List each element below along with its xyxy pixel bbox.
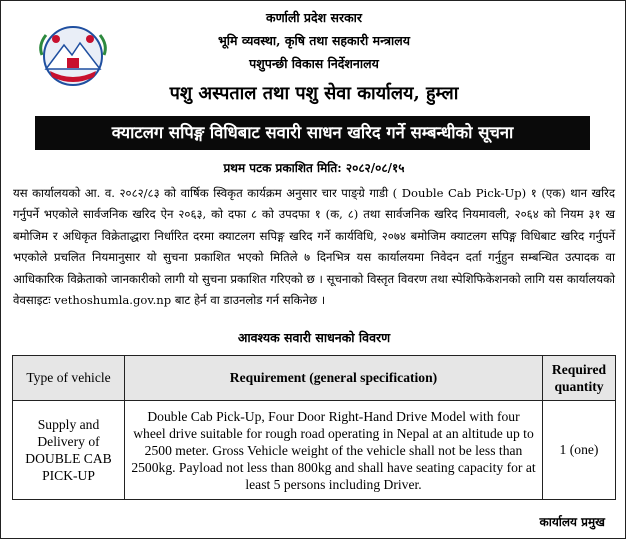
notice-body: यस कार्यालयको आ. व. २०८२/८३ को वार्षिक स्विकृत कार्यक्रम अनुसार चार पाङ्ग्रे गाडी ( Double Cab Pick-Up) १ (एक) थान खरिद गर्नुपर्ने भएकोले सार्वजनिक खरिद ऐन २०६३, को दफा ८ को उपदफा १ (क, ८) तथा सार्वजनिक खरिद नियमावली, २०६४ को नियम ३१ ख बमोजिम र अधिकृत विक्रेताद्धारा निर्धारित दरमा क्याटलग सपिङ्ग खरिद गर्ने कार्यविधि, २०७४ बमोजिम क्याटलग सपिङ्ग विधिबाट खरिद गर्नुपर्ने भएकोले प्रचलित नियमानुसार यो सुचना प्रकाशित भएको मितिले ७ दिनभित्र यस कार्यालयमा निवेदन दर्ता गर्नुहुन सम्बन्धित उत्पादक वा आधिकारिक विक्रेताको जानकारीको लागी यो सुचना प्रकाशित गरिएको छ । सूचनाको विस्तृत विवरण तथा स्पेशिफिकेशनको लागि यस कार्यालयको वेवसाइटः vethoshumla.gov.np बाट हेर्न वा डाउनलोड गर्न सकिनेछ । (13, 186, 615, 308)
publication-date: प्रथम पटक प्रकाशित मिति: २०८२/०८/१५ (223, 161, 405, 175)
header-required-quantity: Required quantity (543, 356, 616, 401)
ministry-name: भूमि व्यवस्था, कृषि तथा सहकारी मन्त्रालय (217, 33, 410, 48)
directorate-name: पशुपन्छी विकास निर्देशनालय (249, 56, 379, 71)
cell-quantity: 1 (one) (543, 401, 616, 500)
header-requirement: Requirement (general specification) (125, 356, 543, 401)
office-chief-signature: कार्यालय प्रमुख (539, 515, 605, 529)
header-type-of-vehicle: Type of vehicle (13, 356, 125, 401)
section-title: आवश्यक सवारी साधनको विवरण (237, 330, 391, 345)
table-row (13, 401, 616, 500)
notice-title-banner: क्याटलग सपिङ्ग विधिबाट सवारी साधन खरिद गर्ने सम्बन्धीको सूचना (35, 116, 590, 150)
cell-requirement: Double Cab Pick-Up, Four Door Right-Hand Drive Model with four wheel drive suitable for rough road operating in Nepal at an altitude up to 2500 meter. Gross Vehicle weight of the vehicle shall not be less than 2500kg. Payload not less than 800kg and shall have seating capacity for at least 5 persons including Driver. (125, 401, 543, 500)
table-header-row (13, 356, 616, 401)
office-name: पशु अस्पताल तथा पशु सेवा कार्यालय, हुम्ला (169, 83, 459, 104)
government-name: कर्णाली प्रदेश सरकार (265, 10, 363, 25)
vehicle-spec-table (12, 355, 616, 500)
cell-vehicle-type: Supply and Delivery of DOUBLE CAB PICK-UP (13, 401, 125, 500)
